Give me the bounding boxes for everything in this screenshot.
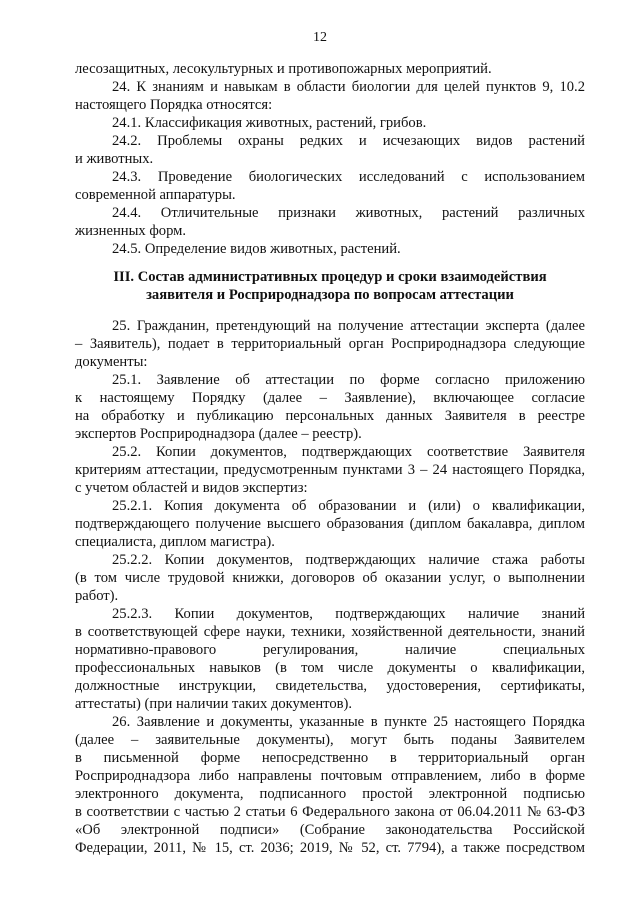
text-line: в письменной форме непосредственно в территориальный орган — [75, 750, 585, 766]
text-line: Федерации, 2011, № 15, ст. 2036; 2019, № 52, ст. 7794), а также посредством — [75, 840, 585, 856]
text-line: 25.2.2. Копии документов, подтверждающих наличие стажа работы — [112, 552, 585, 568]
text-line: (в том числе трудовой книжки, договоров об оказании услуг, о выполнении — [75, 570, 585, 586]
text-line: работ). — [75, 588, 119, 604]
text-line: 25.2.3. Копии документов, подтверждающих наличие знаний — [112, 606, 585, 622]
text-line: 24.2. Проблемы охраны редких и исчезающих видов растений — [112, 133, 585, 149]
text-line: 25.2. Копии документов, подтверждающих соответствие Заявителя — [112, 444, 585, 460]
text-line: 25.1. Заявление об аттестации по форме согласно приложению — [112, 372, 585, 388]
page-number: 12 — [313, 30, 327, 45]
text-line: профессиональных навыков (в том числе документы о квалификации, — [75, 660, 585, 676]
text-line: аттестаты) (при наличии таких документов). — [75, 696, 353, 712]
text-line: Росприроднадзора либо направлены почтовым отправлением, либо в форме — [75, 768, 585, 784]
text-line: «Об электронной подписи» (Собрание законодательства Российской — [75, 822, 585, 838]
text-line: критериям аттестации, предусмотренным пунктами 3 – 24 настоящего Порядка, — [75, 462, 585, 478]
text-line: электронного документа, подписанного простой электронной подписью — [75, 786, 585, 802]
text-line: 24.5. Определение видов животных, растений. — [112, 241, 401, 257]
text-line: (далее – заявительные документы), могут быть поданы Заявителем — [75, 732, 585, 748]
text-line: к настоящему Порядку (далее – Заявление), включающее согласие — [75, 390, 585, 406]
text-line: в соответствии с частью 2 статьи 6 Федерального закона от 06.04.2011 № 63-ФЗ — [75, 804, 585, 820]
text-line: должностные инструкции, свидетельства, удостоверения, сертификаты, — [75, 678, 585, 694]
text-line: экспертов Росприроднадзора (далее – реестр). — [75, 426, 362, 442]
section-heading: III. Состав административных процедур и сроки взаимодействия — [113, 269, 547, 285]
text-line: 24.4. Отличительные признаки животных, растений различных — [112, 205, 585, 221]
text-line: современной аппаратуры. — [75, 187, 236, 203]
text-line: с учетом областей и видов экспертиз: — [75, 480, 308, 496]
text-line: – Заявитель), подает в территориальный орган Росприроднадзора следующие — [75, 336, 585, 352]
text-line: специалиста, диплом магистра). — [75, 534, 275, 550]
text-line: на обработку и публикацию персональных данных Заявителя в реестре — [75, 408, 585, 424]
text-line: 24. К знаниям и навыкам в области биологии для целей пунктов 9, 10.2 — [112, 79, 585, 95]
text-line: 25.2.1. Копия документа об образовании и (или) о квалификации, — [112, 498, 585, 514]
text-line: и животных. — [75, 151, 154, 167]
text-line: настоящего Порядка относятся: — [75, 97, 273, 113]
section-heading: заявителя и Росприроднадзора по вопросам аттестации — [146, 287, 514, 303]
text-line: 26. Заявление и документы, указанные в пункте 25 настоящего Порядка — [112, 714, 585, 730]
text-line: в соответствующей сфере науки, техники, хозяйственной деятельности, знаний — [75, 624, 585, 640]
text-line: нормативно-правового регулирования, наличие специальных — [75, 642, 585, 658]
text-line: лесозащитных, лесокультурных и противопожарных мероприятий. — [75, 61, 492, 77]
text-line: документы: — [75, 354, 148, 370]
text-line: жизненных форм. — [75, 223, 187, 239]
text-line: 24.1. Классификация животных, растений, грибов. — [112, 115, 427, 131]
text-line: подтверждающего получение высшего образования (диплом бакалавра, диплом — [75, 516, 585, 532]
text-line: 24.3. Проведение биологических исследований с использованием — [112, 169, 585, 185]
text-line: 25. Гражданин, претендующий на получение аттестации эксперта (далее — [112, 318, 585, 334]
